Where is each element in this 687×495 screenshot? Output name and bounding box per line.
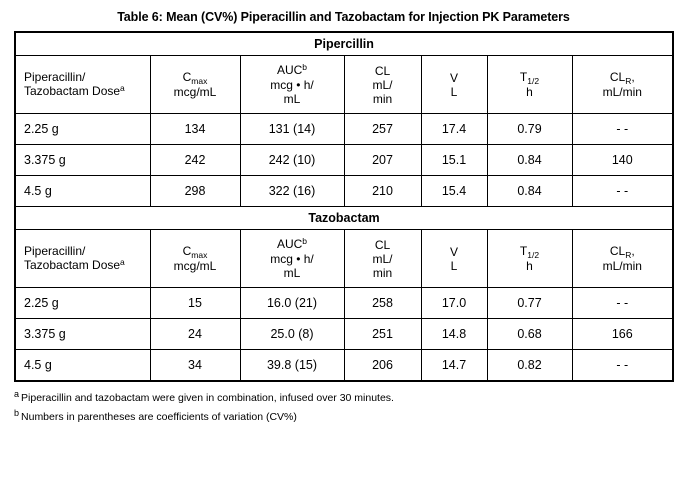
v-unit: L	[450, 84, 458, 99]
table-row	[15, 114, 673, 145]
clr-subscript: R	[625, 250, 632, 260]
footnote-ref-b: b	[302, 236, 308, 246]
footnote-ref-a: a	[120, 257, 125, 267]
cl-symbol: CL	[374, 237, 391, 252]
footnote-b-marker: b	[14, 407, 20, 418]
footnote-a-text: Piperacillin and tazobactam were given in combination, infused over 30 minutes.	[21, 391, 394, 404]
footnote-b	[14, 409, 673, 426]
column-header-v	[421, 230, 487, 288]
cell-cmax: 15	[150, 288, 240, 319]
page-title: Table 6: Mean (CV%) Piperacillin and Tazobactam for Injection PK Parameters	[117, 10, 570, 24]
t-half-symbol: T	[519, 70, 528, 84]
cell-t-half: 0.68	[487, 319, 572, 350]
footnotes	[14, 390, 673, 426]
cell-cmax: 242	[150, 145, 240, 176]
cmax-unit: mcg/mL	[173, 259, 217, 273]
clr-unit: mL/min	[602, 85, 642, 99]
section-title-tazobactam: Tazobactam	[15, 207, 673, 230]
column-header-clr	[572, 230, 673, 288]
column-header-cmax	[150, 56, 240, 114]
cell-t-half: 0.84	[487, 145, 572, 176]
section-title-piperacillin: Pipercillin	[15, 32, 673, 56]
table-section-header-row	[15, 207, 673, 230]
t-half-unit: h	[526, 85, 533, 99]
column-header-t-half	[487, 230, 572, 288]
table-row	[15, 288, 673, 319]
footnote-a	[14, 390, 673, 407]
cell-v: 17.4	[421, 114, 487, 145]
clr-unit: mL/min	[602, 259, 642, 273]
t-half-subscript: 1/2	[527, 250, 540, 260]
v-symbol: V	[449, 70, 458, 85]
cell-t-half: 0.82	[487, 350, 572, 381]
column-header-cl	[344, 56, 421, 114]
cell-cl: 258	[344, 288, 421, 319]
table-row	[15, 319, 673, 350]
cell-dose: 2.25 g	[15, 288, 150, 319]
cl-unit-line1: mL/	[372, 77, 393, 92]
table-section-header-row	[15, 32, 673, 56]
cl-unit-line1: mL/	[372, 251, 393, 266]
cell-t-half: 0.79	[487, 114, 572, 145]
column-header-clr	[572, 56, 673, 114]
cmax-subscript: max	[191, 250, 208, 260]
cell-clr: 140	[572, 145, 673, 176]
auc-symbol: AUC	[276, 63, 303, 77]
cell-dose: 4.5 g	[15, 176, 150, 207]
cell-clr: - -	[572, 288, 673, 319]
cell-v: 15.1	[421, 145, 487, 176]
v-unit: L	[450, 258, 458, 273]
cell-dose: 3.375 g	[15, 145, 150, 176]
cell-t-half: 0.84	[487, 176, 572, 207]
cell-v: 14.7	[421, 350, 487, 381]
table-row	[15, 350, 673, 381]
footnote-a-marker: a	[14, 388, 20, 399]
column-header-dose	[15, 230, 150, 288]
pk-parameters-table	[14, 31, 674, 382]
cell-auc: 131 (14)	[240, 114, 344, 145]
cell-cmax: 134	[150, 114, 240, 145]
column-header-t-half	[487, 56, 572, 114]
cell-auc: 39.8 (15)	[240, 350, 344, 381]
cell-auc: 25.0 (8)	[240, 319, 344, 350]
cell-cl: 206	[344, 350, 421, 381]
auc-unit-line1: mcg • h/	[270, 252, 314, 266]
column-header-auc	[240, 230, 344, 288]
column-header-dose-label: Piperacillin/ Tazobactam Dose	[24, 70, 121, 98]
cl-unit-line2: min	[372, 265, 393, 280]
cell-clr: - -	[572, 350, 673, 381]
clr-comma: ,	[631, 70, 635, 84]
cmax-unit: mcg/mL	[173, 85, 217, 99]
cell-dose: 4.5 g	[15, 350, 150, 381]
column-header-cmax	[150, 230, 240, 288]
cell-cl: 207	[344, 145, 421, 176]
column-header-v	[421, 56, 487, 114]
cl-symbol: CL	[374, 63, 391, 78]
cell-cmax: 24	[150, 319, 240, 350]
auc-unit-line2: mL	[283, 92, 301, 106]
v-symbol: V	[449, 244, 458, 259]
cell-dose: 3.375 g	[15, 319, 150, 350]
cell-auc: 16.0 (21)	[240, 288, 344, 319]
cell-v: 14.8	[421, 319, 487, 350]
auc-symbol: AUC	[276, 237, 303, 251]
auc-unit-line2: mL	[283, 266, 301, 280]
cell-cmax: 34	[150, 350, 240, 381]
table-row	[15, 145, 673, 176]
cell-clr: 166	[572, 319, 673, 350]
cell-cl: 210	[344, 176, 421, 207]
table-column-header-row	[15, 56, 673, 114]
footnote-ref-a: a	[120, 83, 125, 93]
clr-symbol: CL	[609, 244, 626, 258]
cell-auc: 242 (10)	[240, 145, 344, 176]
cmax-symbol: C	[182, 244, 192, 258]
column-header-dose	[15, 56, 150, 114]
column-header-dose-label: Piperacillin/ Tazobactam Dose	[24, 244, 121, 272]
cell-t-half: 0.77	[487, 288, 572, 319]
cell-clr: - -	[572, 114, 673, 145]
cell-v: 15.4	[421, 176, 487, 207]
t-half-unit: h	[526, 259, 533, 273]
auc-unit-line1: mcg • h/	[270, 78, 314, 92]
footnote-ref-b: b	[302, 62, 308, 72]
cmax-symbol: C	[182, 70, 192, 84]
footnote-b-text: Numbers in parentheses are coefficients of variation (CV%)	[21, 410, 297, 423]
table-column-header-row	[15, 230, 673, 288]
cell-cmax: 298	[150, 176, 240, 207]
clr-symbol: CL	[609, 70, 626, 84]
cmax-subscript: max	[191, 76, 208, 86]
cl-unit-line2: min	[372, 91, 393, 106]
column-header-auc	[240, 56, 344, 114]
cell-dose: 2.25 g	[15, 114, 150, 145]
clr-comma: ,	[631, 244, 635, 258]
clr-subscript: R	[625, 76, 632, 86]
t-half-subscript: 1/2	[527, 76, 540, 86]
table-row	[15, 176, 673, 207]
t-half-symbol: T	[519, 244, 528, 258]
cell-cl: 251	[344, 319, 421, 350]
cell-v: 17.0	[421, 288, 487, 319]
cell-clr: - -	[572, 176, 673, 207]
cell-cl: 257	[344, 114, 421, 145]
cell-auc: 322 (16)	[240, 176, 344, 207]
column-header-cl	[344, 230, 421, 288]
